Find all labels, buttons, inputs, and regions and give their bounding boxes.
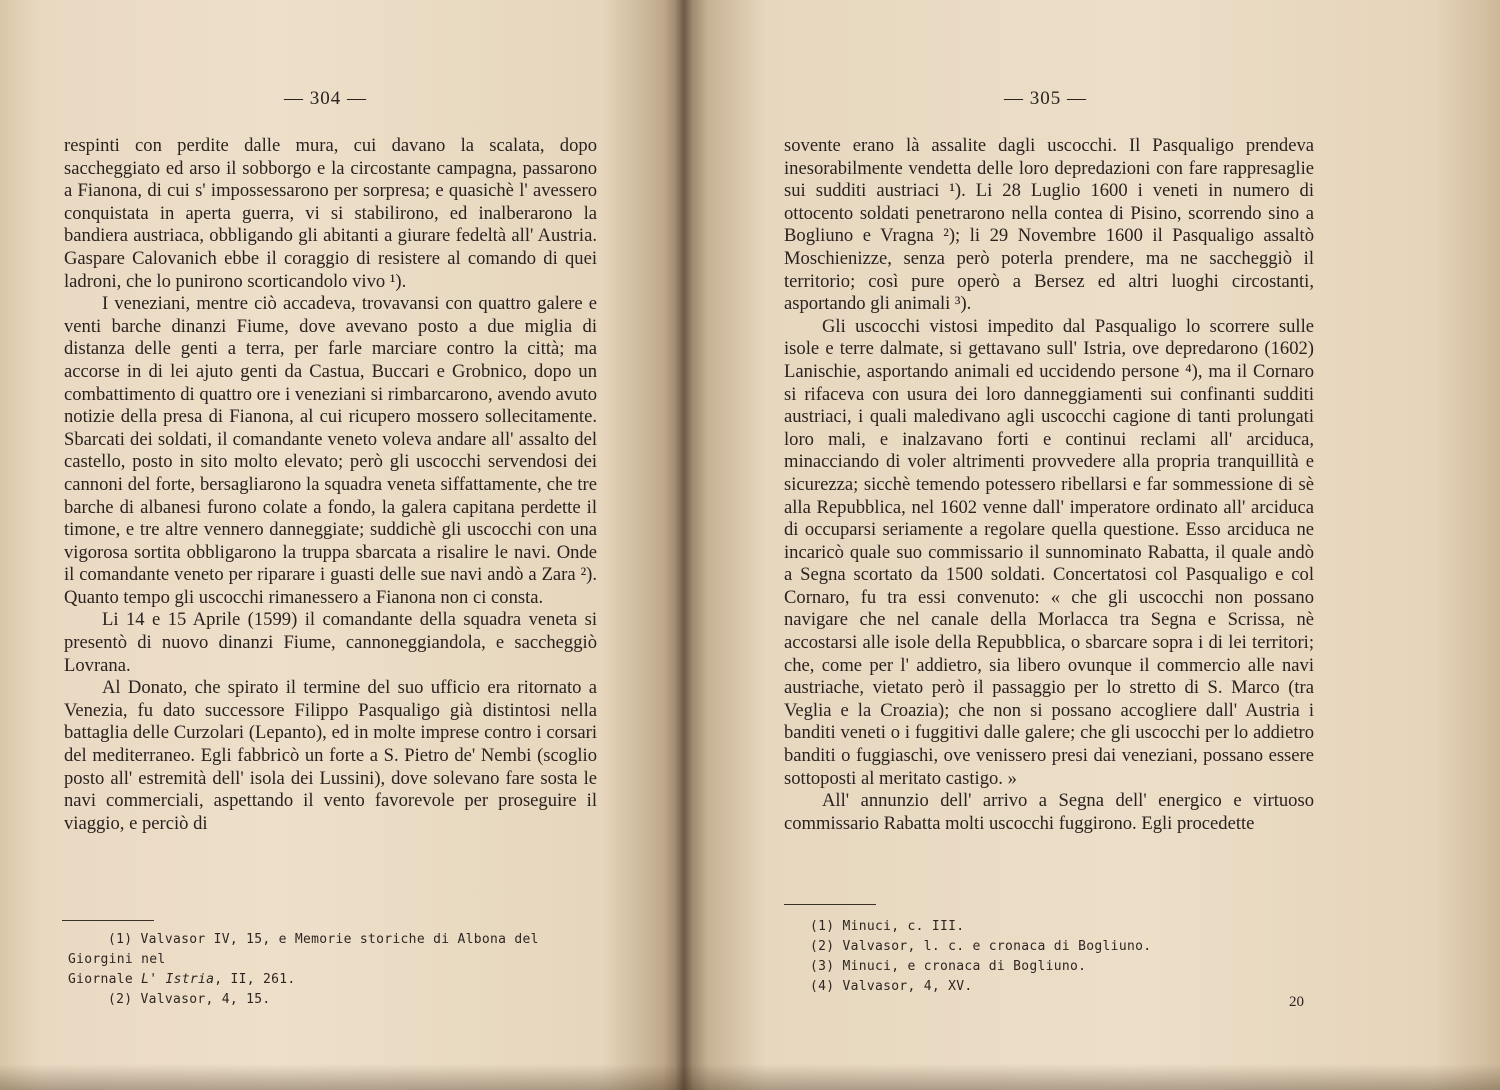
paragraph: Li 14 e 15 Aprile (1599) il comandante della squadra veneta si presentò di nuovo dinanzi Fiume, cannoneggiandola, e saccheggiò Lovrana. xyxy=(64,609,597,676)
footnote-text: , II, 261. xyxy=(214,972,296,987)
paragraph: I veneziani, mentre ciò accadeva, trovavansi con quattro galere e venti barche dinanzi Fiume, dove avevano posto a due miglia di distanza delle genti a terra, per farle marciare contro la città; ma accorse in di lei ajuto genti da Castua, Buccari e Grobnico, dopo un combattimento di quattro ore i veneziani si rimbarcarono, avendo avuto notizie della presa di Fianona, al cui ricupero mossero sollecitamente. Sbarcati dei soldati, il comandante veneto voleva andare all' assalto del castello, posto in sito molto elevato; però gli uscocchi servendosi dei cannoni del forte, bersagliarono la squadra veneta siffattamente, che tre barche di albanesi furono colate a fondo, la galera capitana perdette il timone, e tre altre vennero danneggiate; suddichè gli uscocchi con una vigorosa sortita obbligarono la truppa sbarcata a risalire le navi. Onde il comandante veneto per riparare i guasti delle sue navi andò a Zara ²). Quanto tempo gli uscocchi rimanessero a Fianona non ci consta. xyxy=(64,293,597,608)
book-gutter xyxy=(676,0,692,1090)
footnote: (2) Valvasor, 4, 15. xyxy=(108,992,271,1007)
footnotes xyxy=(68,930,608,1010)
page-shadow xyxy=(0,1064,1500,1090)
paragraph: Al Donato, che spirato il termine del suo ufficio era ritornato a Venezia, fu dato successore Filippo Pasqualigo già distintosi nella battaglia delle Curzolari (Lepanto), ed in molte imprese contro i corsari del mediterraneo. Egli fabbricò un forte a S. Pietro de' Nembi (scoglio posto all' estremità dell' isola dei Lussini), dove solevano fare sosta le navi commerciali, aspettando il vento favorevole per proseguire il viaggio, e perciò di xyxy=(64,677,597,834)
paragraph: All' annunzio dell' arrivo a Segna dell' energico e virtuoso commissario Rabatta molti uscocchi fuggirono. Egli procedette xyxy=(784,790,1314,834)
body-text xyxy=(64,135,597,835)
paragraph: sovente erano là assalite dagli uscocchi. Il Pasqualigo prendeva inesorabilmente vendetta delle loro depredazioni con fare rappresaglie sui sudditi austriaci ¹). Li 28 Luglio 1600 i veneti in numero di ottocento soldati penetrarono nella contea di Pisino, scorrendo sino a Bogliuno e Vragna ²); li 29 Novembre 1600 il Pasqualigo assaltò Moschienizze, senza però poterla prendere, ma ne saccheggiò il territorio; così pure operò a Bersez ed altri luoghi circostanti, asportando gli animali ³). xyxy=(784,135,1314,315)
journal-title: L' Istria xyxy=(141,972,215,987)
footnote: (4) Valvasor, 4, XV. xyxy=(810,979,973,994)
paragraph: respinti con perdite dalle mura, cui davano la scalata, dopo saccheggiato ed arso il sobborgo e la circostante campagna, passarono a Fianona, di cui s' impossessarono per sorpresa; e quasichè l' avessero conquistata in aperta guerra, vi si stabilirono, ed inalberarono la bandiera austriaca, obbligando gli abitanti a giurare fedeltà all' Austria. Gaspare Calovanich ebbe il coraggio di resistere al comando di quei ladroni, che lo punirono scorticandolo vivo ¹). xyxy=(64,135,597,292)
footnote: (3) Minuci, e cronaca di Bogliuno. xyxy=(810,959,1087,974)
signature-mark: 20 xyxy=(1289,994,1304,1010)
paragraph: Gli uscocchi vistosi impedito dal Pasqualigo lo scorrere sulle isole e terre dalmate, si gettavano sull' Istria, ove depredarono (1602) Lanischie, asportando animali ed uccidendo persone ⁴), ma il Cornaro si rifaceva con usura dei loro danneggiamenti sui confinanti sudditi austriaci, i quali maledivano agli uscocchi cagione di tanti prolungati loro mali, e inalzavano forti e continui reclami all' arciduca, minacciando di voler altrimenti provvedere alla propria tranquillità e sicurezza; sicchè temendo potessero ribellarsi e far sommessione di sè alla Repubblica, nel 1602 venne dall' imperatore ordinato all' arciduca di occuparsi seriamente a regolare quella questione. Esso arciduca ne incaricò quale suo commissario il sunnominato Rabatta, il quale andò a Segna scortato da 1500 soldati. Concertatosi col Pasqualigo e col Cornaro, fu tra essi convenuto: « che gli uscocchi non possano navigare che nel canale della Morlacca tra Segna e Scrissa, nè accostarsi alle isole della Repubblica, o sbarcare sopra i di lei territori; che, come per l' addietro, sia libero ovunque il commercio alle navi austriache, vietato però il passaggio per lo stretto di S. Marco (tra Veglia e la Croazia); che non si possano accogliere dall' Austria i banditi veneti o i fuggitivi dalle galere; che gli uscocchi per lo addietro banditi o fuggiaschi, ove venissero presi dai veneziani, possano essere sottoposti al meritato castigo. » xyxy=(784,315,1314,789)
footnote-rule xyxy=(62,920,154,921)
footnote: (1) Minuci, c. III. xyxy=(810,919,965,934)
footnote: (2) Valvasor, l. c. e cronaca di Bogliuno. xyxy=(810,939,1152,954)
footnote-continuation xyxy=(68,970,608,990)
page-number: — 305 — xyxy=(1004,88,1087,109)
body-text xyxy=(784,135,1314,835)
right-page xyxy=(684,0,1500,1090)
footnote-text: Giornale xyxy=(68,972,142,987)
footnote-rule xyxy=(784,904,876,905)
footnotes xyxy=(810,917,1170,997)
page-number: — 304 — xyxy=(284,88,367,109)
footnote: (1) Valvasor IV, 15, e Memorie storiche di Albona del Giorgini nel xyxy=(68,932,539,967)
left-page xyxy=(0,0,684,1090)
